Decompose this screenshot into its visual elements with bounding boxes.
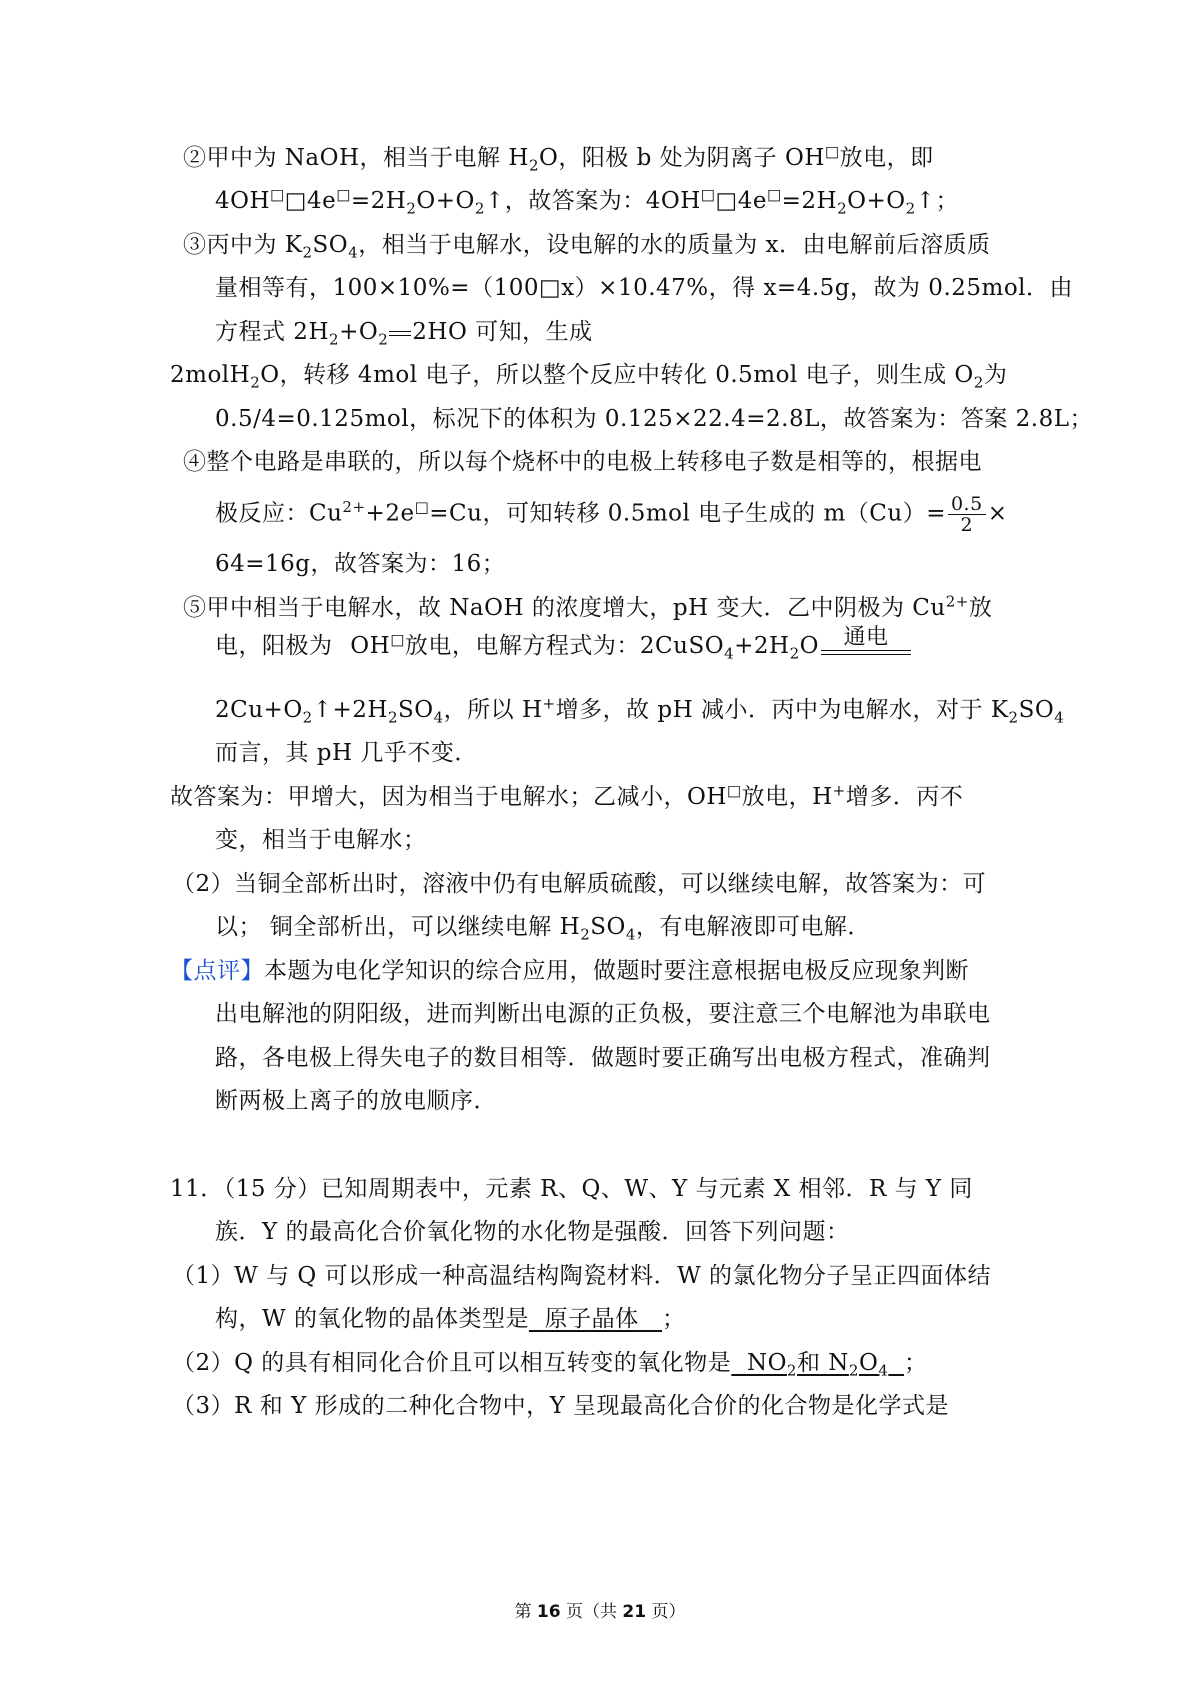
text-line: 以； 铜全部析出，可以继续电解 $H_2SO_4$，有电解液即可电解．: [215, 914, 871, 944]
answer-blank: 原子晶体: [544, 1306, 639, 1332]
text-line: 电，阳极为 OH□放电，电解方程式为：$2CuSO_4+2H_2O$ 通电: [215, 626, 913, 661]
text-line: $2Cu+O_2↑+2H_2SO_4$，所以 H+增多，故 pH 减小．丙中为电解水，对于 $K_2SO_4$: [215, 694, 1065, 727]
text-line: 变，相当于电解水；: [215, 827, 427, 853]
text-line: 64=16g，故答案为：16；: [215, 551, 506, 577]
text-line: $4OH^□□4e^□=2H_2O+O_2↑$，故答案为：$4OH^□□4e^□=2H_2O+O_2↑$；: [215, 185, 959, 218]
text-line: 【点评】本题为电化学知识的综合应用，做题时要注意根据电极反应现象判断: [170, 958, 969, 984]
text-line: （2）当铜全部析出时，溶液中仍有电解质硫酸，可以继续电解，故答案为：可: [172, 871, 987, 897]
text-line: 出电解池的阴阳级，进而判断出电源的正负极，要注意三个电解池为串联电: [215, 1001, 991, 1027]
fraction: $\frac{0.5}{2}$: [948, 494, 986, 535]
text-line: 路，各电极上得失电子的数目相等．做题时要正确写出电极方程式，准确判: [215, 1045, 991, 1071]
text-line: ④整个电路是串联的，所以每个烧杯中的电极上转移电子数是相等的，根据电: [183, 449, 982, 475]
text-line: 2molH$_2$O，转移 4mol 电子，所以整个反应中转化 0.5mol 电子，则生成 $O_2$为: [170, 362, 1008, 392]
text-line: 方程式 $2H_2+O_2$ 2HO 可知，生成: [215, 319, 593, 349]
text-line: （2）Q 的具有相同化合价且可以相互转变的氧化物是 $NO_2$和 $N_2O_4$ ；: [172, 1350, 928, 1380]
text-line: 故答案为：甲增大，因为相当于电解水；乙减小，OH□放电，H+增多．丙不: [170, 781, 964, 810]
text-line: 量相等有，100×10%=（100□x）×10.47%，得 x=4.5g，故为 0.25mol．由: [215, 275, 1074, 301]
text-line: ⑤甲中相当于电解水，故 NaOH 的浓度增大，pH 变大．乙中阴极为 $Cu^{2+}$放: [183, 592, 993, 621]
text-line: 族．Y 的最高化合价氧化物的水化物是强酸．回答下列问题：: [215, 1219, 850, 1245]
text-line: 断两极上离子的放电顺序．: [215, 1088, 497, 1114]
page-footer: 第 16 页（共 21 页）: [514, 1602, 686, 1622]
question-heading: 11．（15 分）已知周期表中，元素 R、Q、W、Y 与元素 X 相邻．R 与 Y 同: [170, 1176, 973, 1202]
text-line: 而言，其 pH 几乎不变．: [215, 740, 478, 766]
electrolysis-condition: 通电: [821, 626, 911, 661]
text-line: （3）R 和 Y 形成的二种化合物中，Y 呈现最高化合价的化合物是化学式是: [172, 1393, 950, 1419]
equals-bar: [389, 331, 411, 336]
text-line: 构，W 的氧化物的晶体类型是 原子晶体 ；: [215, 1306, 686, 1332]
text-line: ③丙中为 $K_2SO_4$，相当于电解水，设电解的水的质量为 x．由电解前后溶质质: [183, 232, 991, 262]
comment-label: 【点评】: [170, 958, 264, 984]
answer-blank: $NO_2$和 $N_2O_4$: [746, 1350, 889, 1380]
text-line: 0.5/4=0.125mol，标况下的体积为 0.125×22.4=2.8L，故答案为：答案 2.8L；: [215, 406, 1094, 432]
text-line: 极反应：$Cu^{2+}+2e^□=Cu$，可知转移 0.5mol 电子生成的 m（Cu）= $\frac{0.5}{2}$ ×: [215, 493, 1008, 536]
text-line: （1）W 与 Q 可以形成一种高温结构陶瓷材料．W 的氯化物分子呈正四面体结: [172, 1263, 992, 1289]
text-line: ②甲中为 NaOH，相当于电解 $H_2O$，阳极 b 处为阴离子 OH□放电，即: [183, 142, 934, 175]
